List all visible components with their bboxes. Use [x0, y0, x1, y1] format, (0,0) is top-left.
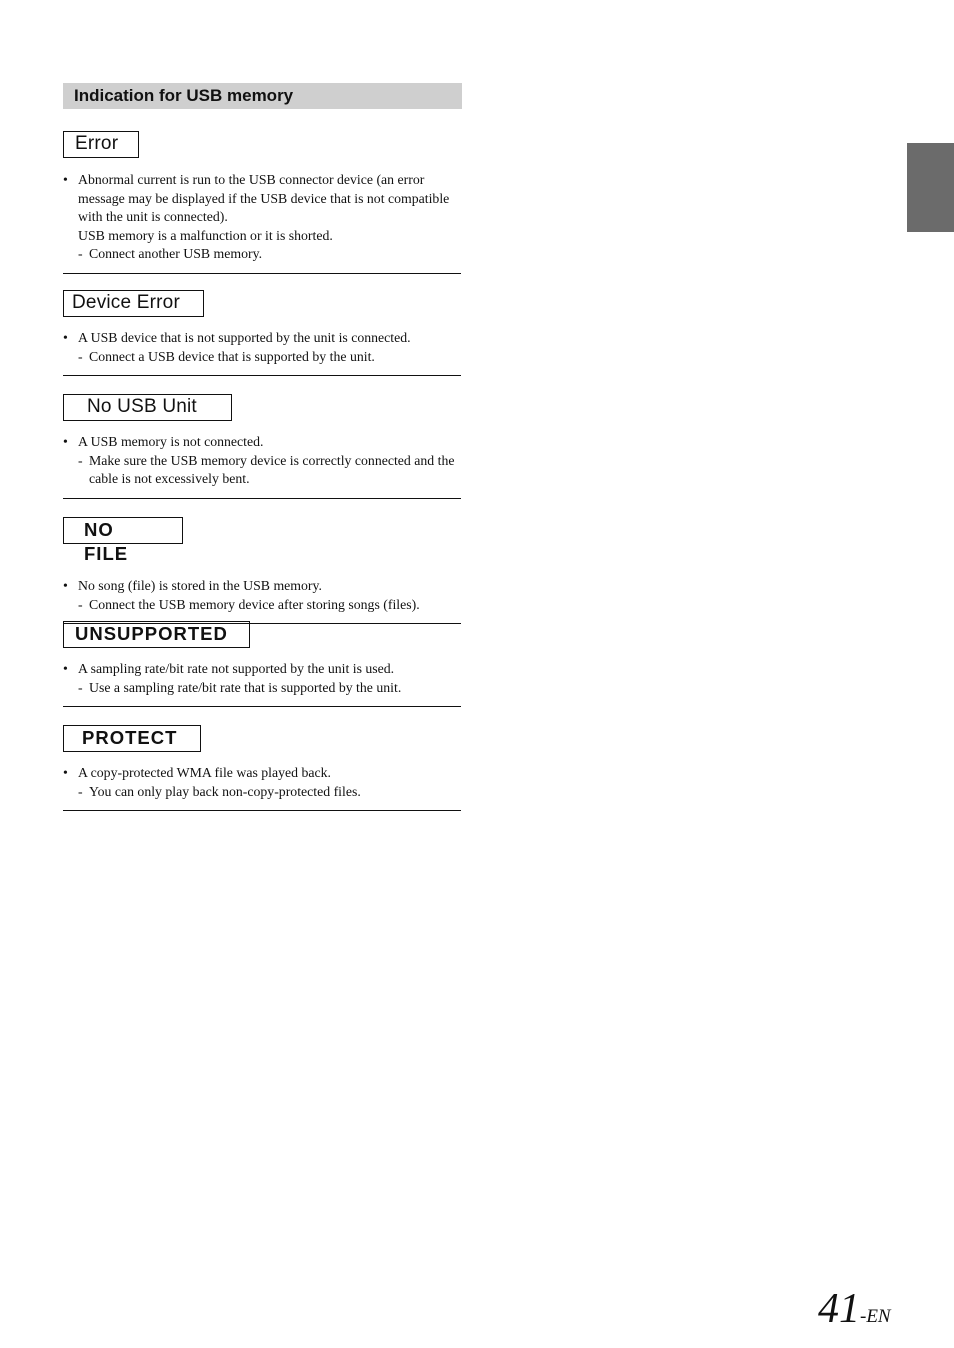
bullet-text: A USB memory is not connected.: [78, 434, 264, 449]
page-number: [818, 1284, 891, 1342]
action-text: Connect the USB memory device after storing songs (files).: [89, 596, 420, 612]
section-thumb-tab: [907, 143, 954, 232]
continuation-text: USB memory is a malfunction or it is shorted.: [78, 227, 333, 243]
section-device-error: [63, 290, 461, 376]
action-item: [63, 679, 461, 698]
section-unsupported: [63, 621, 461, 707]
section-error: [63, 131, 461, 274]
bullet-text: A USB device that is not supported by the unit is connected.: [78, 330, 411, 345]
list-item: [63, 660, 461, 679]
list-item: [63, 171, 461, 227]
bullet-text: A sampling rate/bit rate not supported by the unit is used.: [78, 661, 395, 676]
action-item: [63, 452, 461, 489]
action-item: [63, 596, 461, 615]
bullet-icon: •: [63, 765, 68, 780]
dash-icon: -: [78, 246, 83, 261]
section-body: [63, 577, 461, 624]
list-item: [63, 433, 461, 452]
list-item: [63, 764, 461, 783]
section-title: UNSUPPORTED: [63, 621, 250, 648]
section-body: [63, 764, 461, 811]
section-body: [63, 171, 461, 274]
page-heading: Indication for USB memory: [63, 83, 462, 109]
section-body: [63, 329, 461, 376]
section-title: Error: [63, 131, 139, 158]
action-text: Use a sampling rate/bit rate that is supported by the unit.: [89, 679, 402, 695]
dash-icon: -: [78, 783, 83, 799]
action-text: Make sure the USB memory device is correctly connected and the cable is not excessively bent.: [89, 452, 455, 486]
bullet-text: A copy-protected WMA file was played back.: [78, 765, 331, 780]
section-title: Device Error: [63, 290, 204, 317]
section-protect: [63, 725, 461, 811]
bullet-icon: •: [63, 172, 68, 187]
bullet-text: Abnormal current is run to the USB connector device (an error message may be displayed if the USB device that is not compatible with the unit is connected).: [78, 172, 450, 224]
bullet-icon: •: [63, 330, 68, 345]
action-text: You can only play back non-copy-protected files.: [89, 783, 361, 799]
bullet-icon: •: [63, 578, 68, 593]
list-item: [63, 329, 461, 348]
bullet-icon: •: [63, 661, 68, 676]
dash-icon: -: [78, 596, 83, 612]
bullet-icon: •: [63, 434, 68, 449]
dash-icon: -: [78, 348, 83, 364]
section-title: No USB Unit: [63, 394, 232, 421]
section-no-usb-unit: [63, 394, 461, 499]
section-title: PROTECT: [63, 725, 201, 752]
dash-icon: -: [78, 679, 83, 695]
action-text: Connect a USB device that is supported by the unit.: [89, 348, 375, 364]
list-item: [63, 577, 461, 596]
action-text: Connect another USB memory.: [89, 246, 263, 261]
dash-icon: -: [78, 452, 83, 468]
action-item: [63, 348, 461, 367]
section-body: [63, 433, 461, 499]
section-title: NO FILE: [63, 517, 183, 544]
section-no-file: [63, 517, 461, 624]
section-body: [63, 660, 461, 707]
bullet-text: No song (file) is stored in the USB memory.: [78, 578, 322, 593]
action-item: [63, 245, 461, 264]
page-number-suffix: -EN: [860, 1306, 891, 1327]
action-item: [63, 783, 461, 802]
page-number-value: 41: [818, 1286, 860, 1332]
